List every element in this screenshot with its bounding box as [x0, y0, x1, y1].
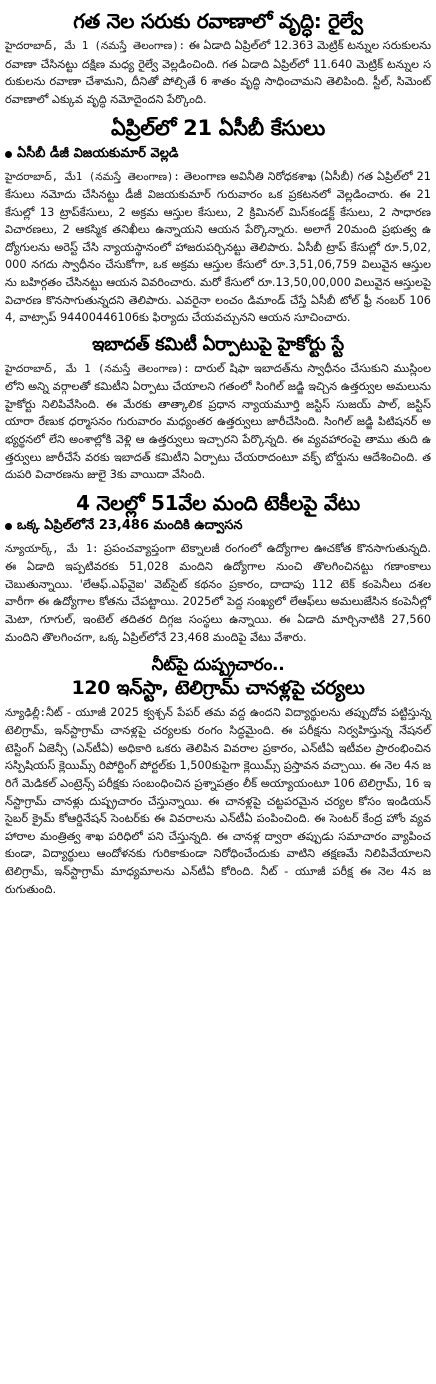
body-text: ఈ ఏడాది ఏప్రిల్‌లో 12.363 మెట్రిక్ టన్నుల సరుకులను రవాణా చేసినట్టు దక్షిణ మధ్య రైల్వే వెల్లడించింది. గత ఏడాది ఏప్రిల్‌లో 11.640 మెట్రిక్ టన్నుల సరుకులను రవాణా చేశామని, దీనితో పోల్చితే 6 శాతం వృద్ధి సాధించామని తెలిపింది. స్టీల్, సిమెంట్ రవాణాలో ఎక్కువ వృద్ధి నమోదైందని పేర్కొంది.: [5, 39, 431, 106]
headline-railway: గత నెల సరుకు రవాణాలో వృద్ధి: రైల్వే: [73, 9, 363, 33]
headline-acb: ఏప్రిల్‌లో 21 ఏసీబీ కేసులు: [110, 116, 325, 141]
dateline: హైదరాబాద్, మే 1 (నమస్తే తెలంగాణ):: [5, 40, 185, 52]
body-ibadat: [5, 360, 431, 484]
headline-ibadat: ఇబాదత్ కమిటీ ఏర్పాటుపై హైకోర్టు స్టే: [92, 333, 344, 355]
body-text: దారుల్ షిఫా ఇబాదత్‌ను స్వాధీనం చేసుకుని ముస్లింలలోని అన్ని వర్గాలతో కమిటీని ఏర్పాటు చేయాలని గతంలో సింగిల్ జడ్జి ఇచ్చిన ఉత్తర్వుల అమలును హైకోర్టు నిలిపివేసింది. ఈ మేరకు తాత్కాలిక ప్రధాన న్యాయమూర్తి జస్టిస్ సుజయ్ పాల్, జస్టిస్ యారా రేణుక ధర్మాసనం గురువారం మధ్యంతర ఉత్తర్వులు జారీచేసింది. సింగిల్ జడ్జి పిటిషనర్ అభ్యర్థనలో లేని అంశాల్లోకి వెళ్లి ఆ ఉత్తర్వులు ఇచ్చారని పేర్కొన్నది. ఈ వ్యవహారంపై తాము తుది ఉత్తర్వులు జారీచేసే వరకు ఇబాదత్ కమిటీని ఏర్పాటు చేయరాదంటూ వక్ఫ్ బోర్డును ఆదేశించింది. తదుపరి విచారణను జులై 3కు వాయిదా వేసింది.: [5, 361, 431, 482]
dateline: హైదరాబాద్, మే 1 (నమస్తే తెలంగాణ):: [5, 362, 190, 375]
body-text: ప్రపంచవ్యాప్తంగా టెక్నాలజీ రంగంలో ఉద్యోగాల ఊచకోత కొనసాగుతున్నది. ఈ ఏడాది ఇప్పటివరకు 51,028 మందిని ఉద్యోగాల నుంచి తొలగించినట్టు గణాంకాలు చెబుతున్నాయి. 'లేఆఫ్.ఎఫ్‌వైఐ' వెబ్‌సైట్ కథనం ప్రకారం, దాదాపు 112 టెక్ కంపెనీలు దశల వారీగా ఈ ఉద్యోగాల కోతను చేపట్టాయి. 2025లో పెద్ద సంఖ్యలో లేఆఫ్‌లు అమలుజేసిన కంపెనీల్లో మెటా, గూగుల్, ఇంటెల్ తదితర దిగ్గజ సంస్థలు ఉన్నాయి. ఈ ఏడాది మార్చినాటికి 27,560 మందిని తొలగించగా, ఒక్క ఏప్రిల్‌లోనే 23,468 మందిపై వేటు వేశారు.: [5, 541, 431, 644]
story-tech-layoffs: [5, 484, 431, 647]
bullet-icon: [5, 523, 12, 530]
story-ibadat-committee: [5, 327, 431, 484]
dateline: హైదరాబాద్, మే1 (నమస్తే తెలంగాణ):: [5, 170, 180, 183]
dateline: న్యూఢిల్లీ:: [5, 706, 46, 719]
subhead-text: ఒక్క ఏప్రిల్‌లోనే 23,486 మందికి ఉద్వాసన: [17, 517, 243, 533]
subhead-acb: [5, 146, 431, 164]
subhead-text: ఏసీబీ డీజీ విజయకుమార్ వెల్లడి: [17, 145, 179, 161]
story-acb-cases: [5, 108, 431, 326]
bullet-icon: [5, 151, 12, 158]
subhead-layoffs: [5, 518, 431, 536]
headline-neet-line2: 120 ఇన్‌స్టా, టెలిగ్రామ్ చానళ్లపై చర్యలు: [71, 676, 365, 699]
dateline: న్యూయార్క్, మే 1:: [5, 542, 99, 555]
body-layoffs: [5, 540, 431, 647]
body-text: తెలంగాణ అవినీతి నిరోధకశాఖ (ఏసీబీ) గత ఏప్రిల్‌లో 21కేసులు నమోదు చేసినట్టు డీజీ విజయకుమార్ గురువారం ఒక ప్రకటనలో వెల్లడించారు. ఈ 21 కేసుల్లో 13 ట్రాప్‌కేసులు, 2 అక్రమ ఆస్తుల కేసులు, 2 క్రిమినల్ మిస్‌కండక్ట్ కేసులు, 2 సాధారణ విచారణలు, 2 ఆకస్మిక తనిఖీలు ఉన్నాయని ఆయన పేర్కొన్నారు. అలాగే 20మంది ప్రభుత్వ ఉద్యోగులను అరెస్ట్ చేసి న్యాయస్థానంలో హాజరుపర్చినట్టు తెలిపారు. ఏసీబీ ట్రాప్ కేసుల్లో రూ.5,02,000 నగదు స్వాధీనం చేసుకోగా, ఒక అక్రమ ఆస్తుల కేసులో రూ.3,51,06,759 విలువైన ఆస్తులను బహిర్గతం చేసినట్టు ఆయన వివరించారు. మరో కేసులో రూ.13,50,00,000 విలువైన ఆస్తులపై విచారణ కొనసాగుతున్నదని తెలిపారు. ఎవరైనా లంచం డిమాండ్ చేస్తే ఏసీబీ టోల్ ఫ్రీ నంబర్ 1064, వాట్సాప్ 9440044610‌6కు ఫిర్యాదు చేయవచ్చునని ఆయన సూచించారు.: [5, 169, 431, 325]
body-railway: [5, 37, 431, 108]
body-text: నీట్ - యూజీ 2025 క్వశ్చన్ పేపర్ తమ వద్ద ఉందని విద్యార్థులను తప్పుదోవ పట్టిస్తున్న టెలిగ్రామ్, ఇన్‌స్టాగ్రామ్ చానళ్లపై చర్యలకు రంగం సిద్ధమైంది. ఈ పరీక్షను నిర్వహిస్తున్న నేషనల్ టెస్టింగ్ ఏజెన్సీ (ఎన్‌టీఏ) అధికారి ఒకరు తెలిపిన వివరాల ప్రకారం, ఎన్‌టీఏ ఇటీవల ప్రారంభించిన సస్పిషియస్ క్లెయిమ్స్ రిపోర్టింగ్ పోర్టల్‌కు 1,500కుపైగా క్లెయిమ్స్ ప్రస్తావన వచ్చాయి. ఈ నెల 4న జరిగే మెడికల్ ఎంట్రెన్స్ పరీక్షకు సంబంధించిన ప్రశ్నాపత్రం లీక్ అయ్యాయంటూ 106 టెలిగ్రామ్, 16 ఇన్‌స్టాగ్రామ్ చానళ్లు దుష్ప్రచారం చేస్తున్నాయి. ఈ చానళ్లపై చట్టపరమైన చర్యల కోసం ఇండియన్ సైబర్ క్రైమ్ కోఆర్డినేషన్ సెంటర్‌కు ఈ వివరాలను ఎన్‌టీఏ పంపించింది. ఈ సెంటర్ కేంద్ర హోం వ్యవహారాల మంత్రిత్వ శాఖ పరిధిలో పని చేస్తున్నది. ఈ చానళ్ల ద్వారా తప్పుడు సమాచారం వ్యాపించకుండా, విద్యార్థులు ఆందోళనకు గురికాకుండా నిరోధించేందుకు వాటిని తక్షణమే నిలిపివేయాలని టెలిగ్రామ్, ఇన్‌స్టాగ్రామ్ మాధ్యమాలను ఎన్‌టీఏ కోరింది. నీట్ - యూజీ పరీక్ష ఈ నెల 4న జరుగుతుంది.: [5, 705, 431, 896]
headline-neet-line1: నీట్‌పై దుష్ప్రచారం..: [151, 655, 285, 676]
headline-layoffs: 4 నెలల్లో 51వేల మంది టెకీలపై వేటు: [76, 490, 360, 515]
story-railway-freight: [5, 4, 431, 108]
body-neet: [5, 704, 431, 899]
story-neet-misinformation: [5, 646, 431, 898]
body-acb: [5, 168, 431, 327]
